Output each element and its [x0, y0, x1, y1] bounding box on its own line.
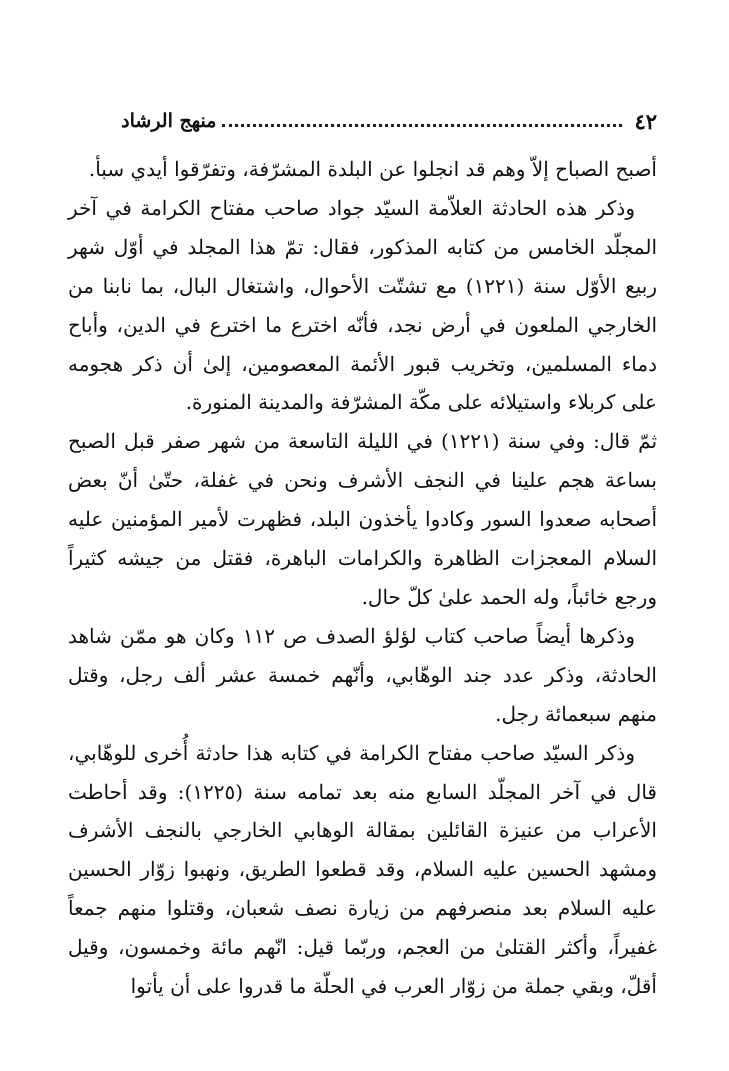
- paragraph-5: وذكر السيّد صاحب مفتاح الكرامة في كتابه هذا حادثة أُخرى للوهّابي، قال في آخر المجلّد السابع منه بعد تمامه سنة (١٢٢٥): وقد أحاطت الأعراب من عنيزة القائلين بمقالة الوهابي الخارجي بالنجف الأشرف ومشهد الحسين عليه السلام، وقد قطعوا الطريق، ونهبوا زوّار الحسين عليه السلام بعد منصرفهم من زيارة نصف شعبان، وقتلوا منهم جمعاً غفيراً، وأكثر القتلىٰ من العجم، وربّما قيل: انّهم مائة وخمسون، وقيل أقلّ، وبقي جملة من زوّار العرب في الحلّة ما قدروا على أن يأتوا: [68, 740, 657, 999]
- paragraph-3: ثمّ قال: وفي سنة (١٢٢١) في الليلة التاسعة من شهر صفر قبل الصبح بساعة هجم علينا في النجف الأشرف ونحن في غفلة، حتّىٰ أنّ بعض أصحابه صعدوا السور وكادوا يأخذون البلد، فظهرت لأمير المؤمنين عليه السلام المعجزات الظاهرة والكرامات الباهرة، فقتل من جيشه كثيراً ورجع خائباً، وله الحمد علىٰ كلّ حال.: [68, 429, 658, 609]
- paragraph-4: وذكرها أيضاً صاحب كتاب لؤلؤ الصدف ص ١١٢ وكان هو ممّن شاهد الحادثة، وذكر عدد جند الوهّابي، وأنّهم خمسة عشر ألف رجل، وقتل منهم سبعمائة رجل.: [68, 623, 657, 726]
- book-title: منهج الرشاد: [121, 110, 217, 132]
- paragraph-2: وذكر هذه الحادثة العلاّمة السيّد جواد صاحب مفتاح الكرامة في آخر المجلّد الخامس من كتابه المذكور، فقال: تمّ هذا المجلد في أوّل شهر ربيع الأوّل سنة (١٢٢١) مع تشتّت الأحوال، واشتغال البال، بما نابنا من الخارجي الملعون في أرض نجد، فأنّه اخترع ما اخترع في الدين، وأباح دماء المسلمين، وتخريب قبور الأئمة المعصومين، إلىٰ أن ذكر هجومه على كربلاء واستيلائه على مكّة المشرّفة والمدينة المنورة.: [68, 195, 657, 415]
- dotted-leader: [222, 124, 622, 127]
- body-text: [68, 150, 657, 1006]
- page-number: ٤٢: [634, 108, 657, 134]
- paragraph-1: أصبح الصباح إلاّ وهم قد انجلوا عن البلدة المشرّفة، وتفرّقوا أيدي سبأ.: [88, 157, 657, 181]
- running-header: [68, 106, 657, 136]
